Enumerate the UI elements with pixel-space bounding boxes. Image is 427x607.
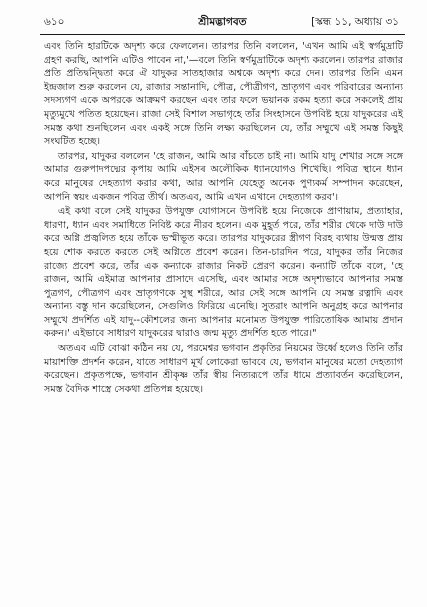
- paragraph-4: অতএব এটি বোঝা কঠিন নয় যে, পরমেশ্বর ভগবান প্রকৃতির নিয়মের উর্ধ্বে হলেও তিনি তাঁর মায়াশক্তি প্রদর্শন করেন, যাতে সাধারণ মূর্খ লোকেরা ভাববে যে, ভগবান মানুষের মতো দেহত্যাগ করেছেন। প্রকৃতপক্ষে, ভগবান শ্রীকৃষ্ণ তাঁর স্বীয় নিত্যরূপে তাঁর ধামে প্রত্যাবর্তন করেছিলেন, সমস্ত বৈদিক শাস্ত্রে সেকথা প্রতিপন্ন হয়েছে।: [44, 343, 403, 395]
- chapter-reference: [স্কন্ধ ১১, অধ্যায় ৩১: [311, 16, 399, 28]
- paragraph-1: এবং তিনি হারটিকে অদৃশ্য করে ফেললেন। তারপর তিনি বললেন, 'এখন আমি এই স্বর্গমুদ্রাটি গ্রহণ করছি, আপনি এটিও পাবেন না,'—বলে তিনি স্বর্ণমুদ্রাটিকে অদৃশ্য করলেন। তারপর রাজার প্রতি প্রতিদ্বন্দ্বিতা করে ঐ যাদুকর সাতহাজার অশ্বকে অদৃশ্য করে দেন। তারপর তিনি এমন ইন্দ্রজাল শুরু করলেন যে, রাজার সন্তানাদি, পৌত্র, পৌত্রীগণ, ভ্রাতৃগণ এবং পরিবারের অন্যান্য সদস্যগণ একে অপরকে আক্রমণ করছেন এবং তার ফলে ভয়ানক রকম হত্যা করে সকলেই প্রায় মৃত্যুমুখে পতিত হয়েছেন। রাজা সেই বিশাল সভাগৃহে তাঁর সিংহাসনে উপবিষ্ট হয়ে যাদুকরের এই সমস্ত কথা শুনছিলেন এবং একই সঙ্গে তিনি লক্ষ্য করছিলেন যে, তাঁর সম্মুখে এই সমস্ত কিছুই সংঘটিত হচ্ছে।: [44, 41, 403, 148]
- paragraph-2: তারপর, যাদুকর বললেন 'হে রাজন, আমি আর বাঁচতে চাই না। আমি যাদু শেখার সঙ্গে সঙ্গে আমার গুরুপাদপদ্মের কৃপায় আমি এইসৰ অলৌকিক ধ্যানযোগও শিখেছি। পবিত্র স্থানে ধ্যান করে মানুষের দেহত্যাগ করার কথা, আর আপনি যেহেতু অনেক পুণ্যকর্ম সম্পাদন করেছেন, আপনি স্বয়ং একজন পবিত্র তীর্থ। অতএব, আমি এখন এখানে দেহত্যাগ করব'।: [44, 150, 403, 203]
- header-divider: [40, 34, 405, 35]
- page-header: [40, 12, 405, 32]
- page-number: ৬১০: [44, 16, 65, 28]
- book-title: শ্রীমদ্ভাগবত: [198, 16, 247, 28]
- page-body: [44, 40, 403, 397]
- paragraph-3: এই কথা বলে সেই যাদুকর উপযুক্ত যোগাসনে উপবিষ্ট হয়ে নিজেকে প্রাণায়াম, প্রত্যাহার, ধারণা, ধ্যান এবং সমাধিতে নিবিষ্ট করে নীরব হলেন। এক মুহূর্ত পরে, তাঁর শরীর থেকে দাউ দাউ করে অগ্নি প্রজ্বলিত হয়ে তাঁকে ভস্মীভূত করে। তারপর যাদুকরের স্ত্রীগণ বিরহ ব্যথায় উন্মত্ত প্রায় হয়ে শোক করতে করতে সেই অগ্নিতে প্রবেশ করেন। তিন-চারদিন পরে, যাদুকর তাঁর নিজের রাজ্যে প্রবেশ করে, তাঁর এক কন্যাকে রাজার নিকট প্রেরণ করেন। কন্যাটি তাঁকে বলে, 'হে রাজন, আমি এইমাত্র আপনার প্রাসাদে এসেছি, এবং আমার সঙ্গে অদৃশ্যভাবে আপনার সমস্ত পুত্রগণ, পৌত্রগণ এবং ভ্রাতৃগণকে সুস্থ শরীরে, আর সেই সঙ্গে আপনি যে সমস্ত রত্নাদি এবং অন্যান্য বস্তু দান করেছিলেন, সেগুলিও ফিরিয়ে এনেছি। সুতরাং আপনি অনুগ্রহ করে আপনার সম্মুখে প্রদর্শিত এই যাদু--কৌশলের জন্য আপনার মনোমত উপযুক্ত পারিতোষিক আমায় প্রদান করুন।' এইভাবে সাধারণ যাদুকরের দ্বারাও জন্ম মৃত্যু প্রদর্শিত হতে পারে।": [44, 206, 403, 340]
